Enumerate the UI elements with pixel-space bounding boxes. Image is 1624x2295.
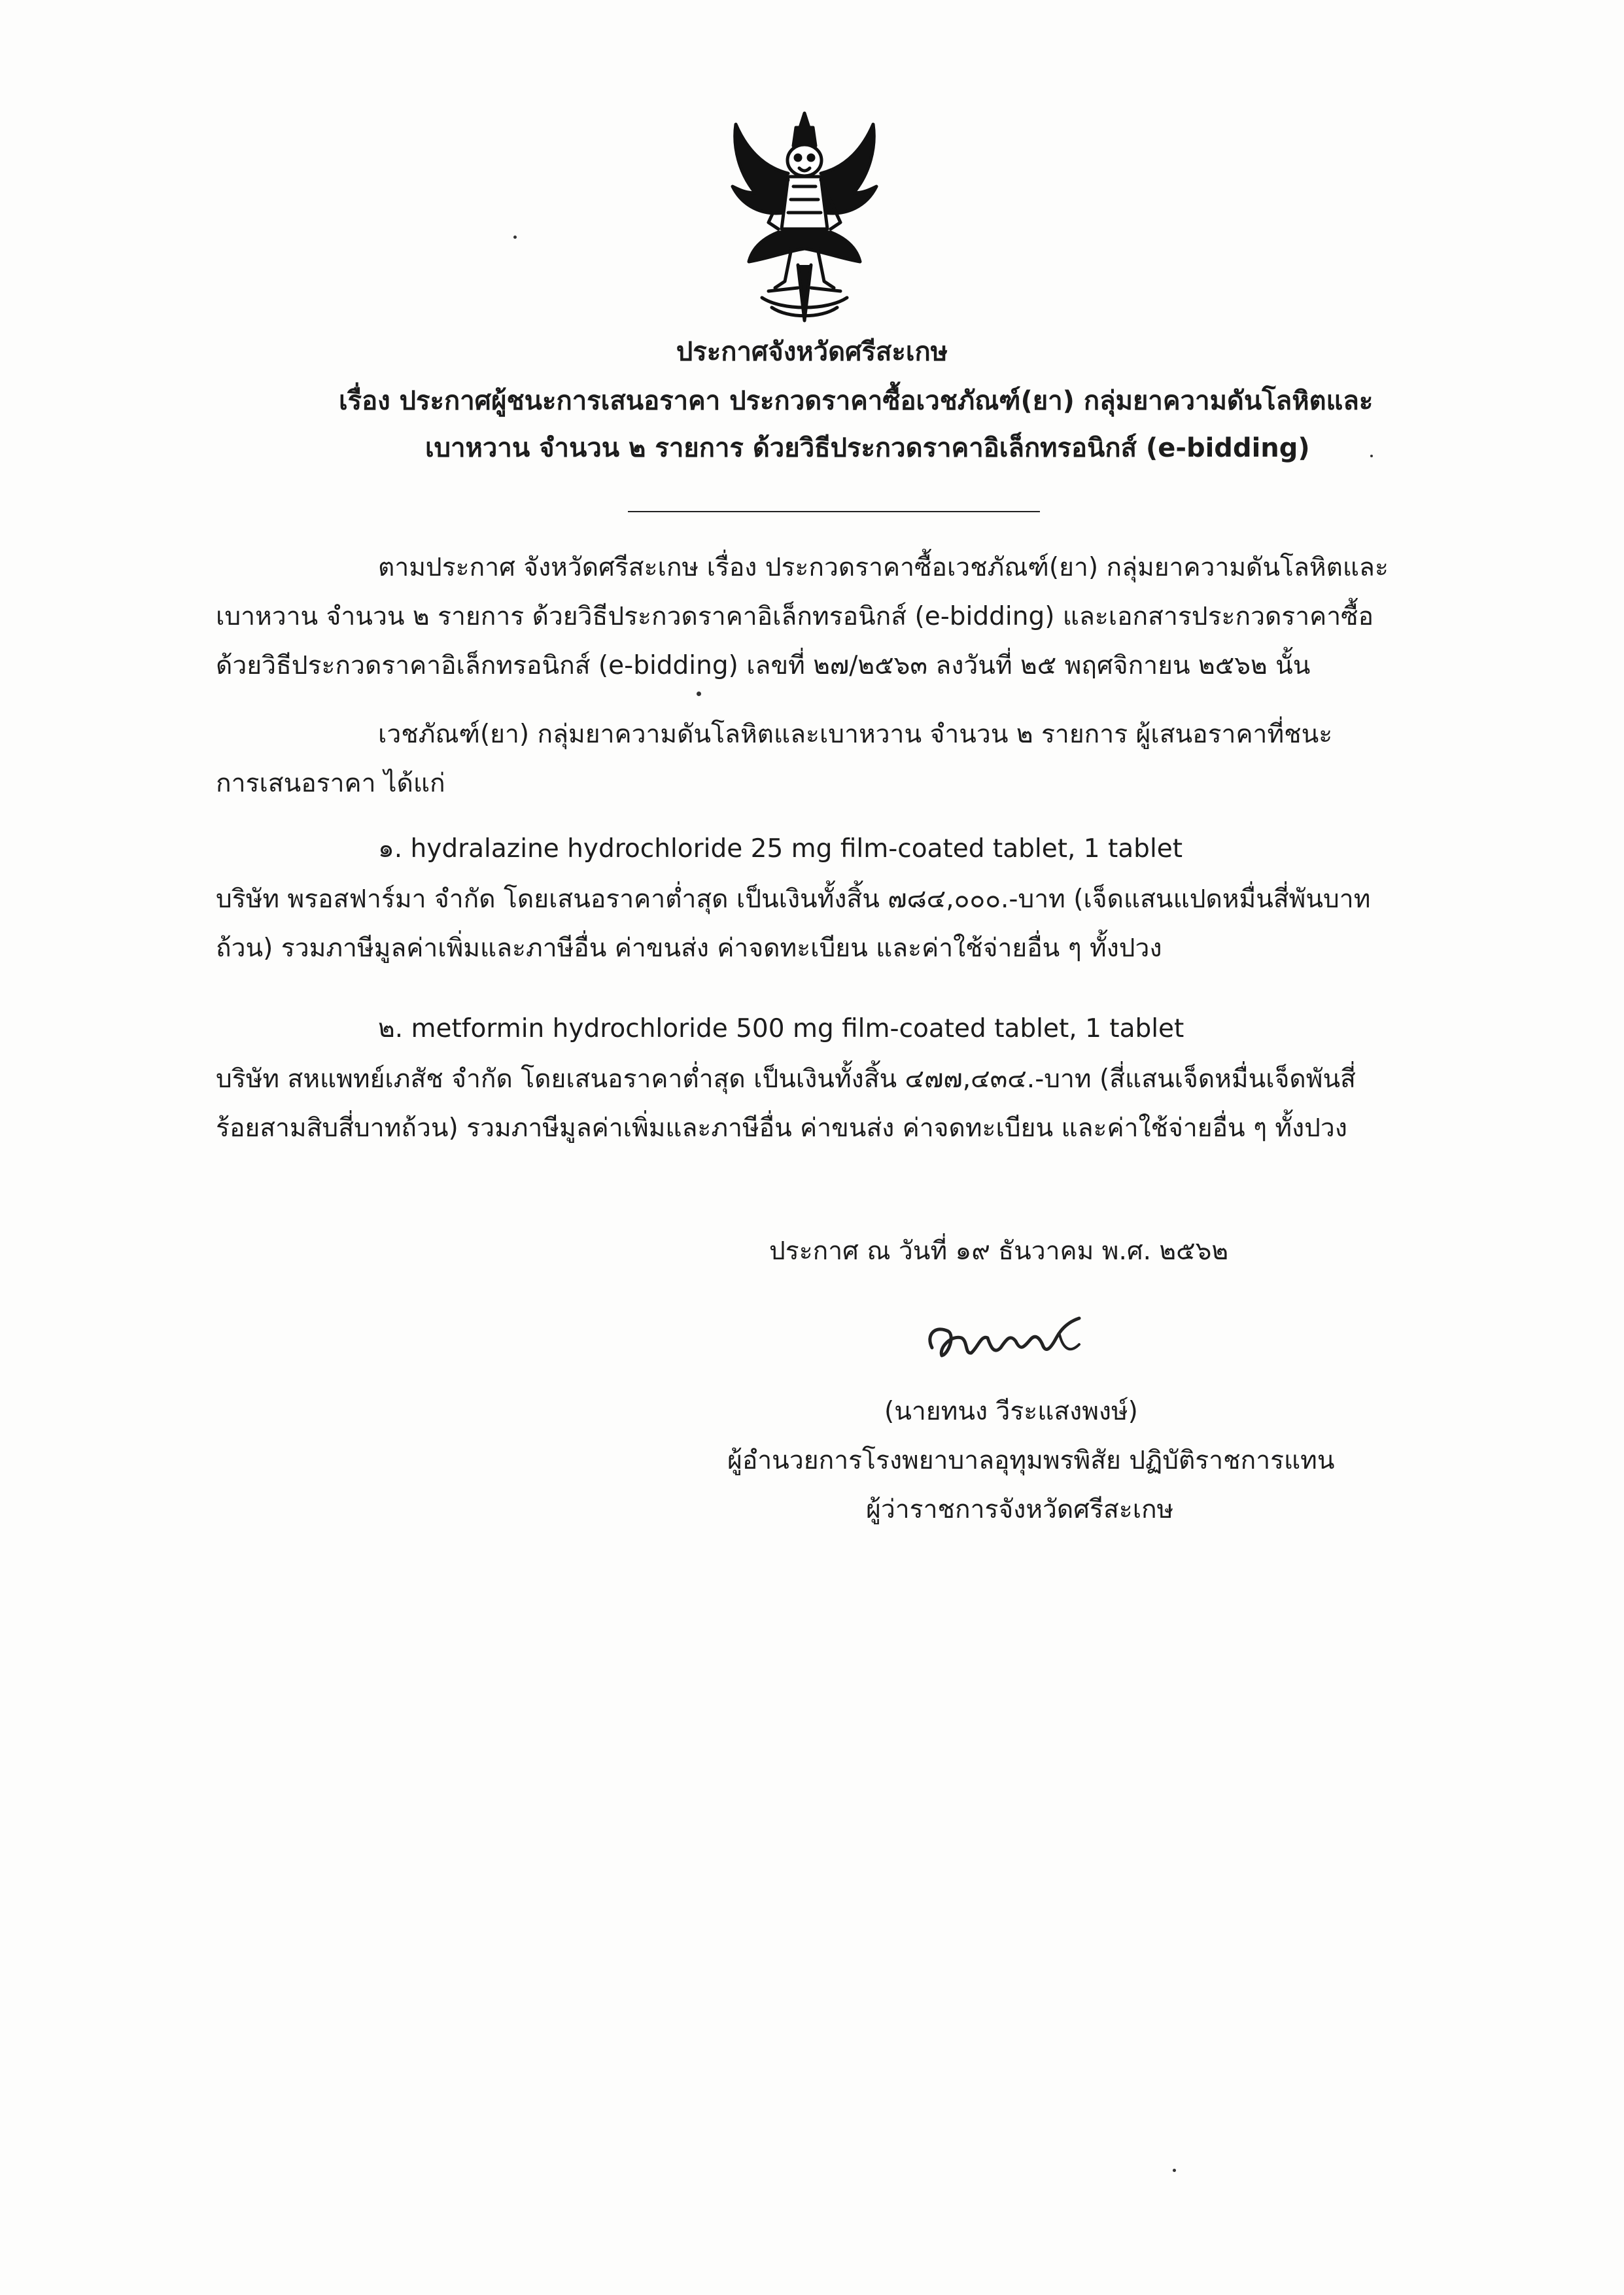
- issuer-title: ประกาศจังหวัดศรีสะเกษ: [676, 337, 948, 367]
- item-1-line-1: บริษัท พรอสฟาร์มา จำกัด โดยเสนอราคาต่ำสุด เป็นเงินทั้งสิ้น ๗๘๔,๐๐๐.-บาท (เจ็ดแสนแปดหมื่นสี่พันบาท: [216, 885, 1371, 914]
- item-2-line-1: บริษัท สหแพทย์เภสัช จำกัด โดยเสนอราคาต่ำสุด เป็นเงินทั้งสิ้น ๔๗๗,๔๓๔.-บาท (สี่แสนเจ็ดหมื่นเจ็ดพันสี่: [216, 1064, 1356, 1094]
- intro-line-3: ด้วยวิธีประกวดราคาอิเล็กทรอนิกส์ (e-bidding) เลขที่ ๒๗/๒๕๖๓ ลงวันที่ ๒๕ พฤศจิกายน ๒๕๖๒ นั้น: [216, 651, 1311, 680]
- winners-intro-line-1: เวชภัณฑ์(ยา) กลุ่มยาความดันโลหิตและเบาหวาน จำนวน ๒ รายการ ผู้เสนอราคาที่ชนะ: [378, 720, 1333, 749]
- title-divider: [628, 511, 1040, 512]
- scan-speck: [1173, 2169, 1176, 2172]
- item-2-line-2: ร้อยสามสิบสี่บาทถ้วน) รวมภาษีมูลค่าเพิ่มและภาษีอื่น ค่าขนส่ง ค่าจดทะเบียน และค่าใช้จ่ายอื่น ๆ ทั้งปวง: [216, 1113, 1347, 1143]
- garuda-emblem-icon: [723, 108, 886, 324]
- handwritten-signature-icon: [912, 1308, 1128, 1371]
- scan-speck: [513, 236, 517, 239]
- scan-speck: [1370, 455, 1373, 457]
- item-1-heading: ๑. hydralazine hydrochloride 25 mg film-coated tablet, 1 tablet: [378, 834, 1183, 864]
- winners-intro-line-2: การเสนอราคา ได้แก่: [216, 769, 445, 798]
- subject-line-1: เรื่อง ประกาศผู้ชนะการเสนอราคา ประกวดราคาซื้อเวชภัณฑ์(ยา) กลุ่มยาความดันโลหิตและ: [339, 386, 1373, 416]
- signatory-on-behalf: ผู้ว่าราชการจังหวัดศรีสะเกษ: [866, 1495, 1174, 1524]
- signatory-position: ผู้อำนวยการโรงพยาบาลอุทุมพรพิสัย ปฏิบัติราชการแทน: [727, 1446, 1335, 1475]
- item-1-line-2: ถ้วน) รวมภาษีมูลค่าเพิ่มและภาษีอื่น ค่าขนส่ง ค่าจดทะเบียน และค่าใช้จ่ายอื่น ๆ ทั้งปวง: [216, 934, 1162, 963]
- intro-line-2: เบาหวาน จำนวน ๒ รายการ ด้วยวิธีประกวดราคาอิเล็กทรอนิกส์ (e-bidding) และเอกสารประกวดราคาซื้อ: [216, 602, 1374, 631]
- item-2-heading: ๒. metformin hydrochloride 500 mg film-coated tablet, 1 tablet: [378, 1014, 1184, 1043]
- announcement-date: ประกาศ ณ วันที่ ๑๙ ธันวาคม พ.ศ. ๒๕๖๒: [769, 1236, 1229, 1266]
- subject-line-2: เบาหวาน จำนวน ๒ รายการ ด้วยวิธีประกวดราคาอิเล็กทรอนิกส์ (e-bidding): [425, 433, 1310, 463]
- intro-line-1: ตามประกาศ จังหวัดศรีสะเกษ เรื่อง ประกวดราคาซื้อเวชภัณฑ์(ยา) กลุ่มยาความดันโลหิตและ: [378, 553, 1389, 582]
- scan-speck: [697, 692, 701, 696]
- signatory-name: (นายทนง วีระแสงพงษ์): [884, 1397, 1138, 1426]
